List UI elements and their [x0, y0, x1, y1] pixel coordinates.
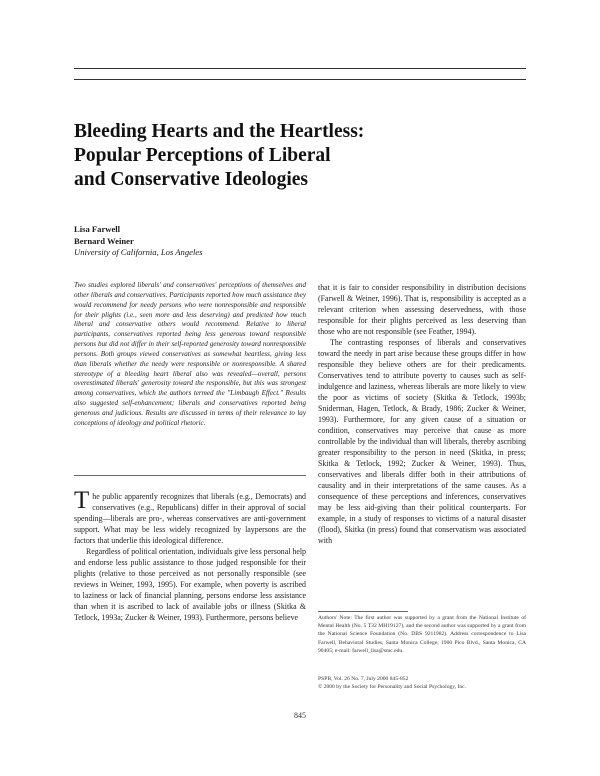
body-column-left [74, 487, 306, 623]
footnote-divider [318, 611, 408, 612]
body-paragraph: that it is fair to consider responsibility in distribution decisions (Farwell & Weiner, 1996). That is, responsibility is accepted as a relevant criterion when assessing deservedness, with those responsible for their plights perceived as less deserving than those who are not responsible (see Feather, 1994). [318, 283, 526, 336]
paragraph-text: he public apparently recognizes that liberals (e.g., Democrats) and conservatives (e.g., Republicans) differ in their approval of social spending—liberals are pro-, whereas conservatives are anti-government support. What may be less widely recognized by laypersons are the factors that underlie this ideological difference. [74, 492, 306, 545]
body-column-right [318, 282, 526, 546]
abstract-divider [74, 475, 306, 476]
drop-cap: T [74, 487, 90, 514]
authors-note: Authors' Note: The first author was supported by a grant from the National Institute of Mental Health (No. 5 T32 MH19127), and the second author was supported by a grant from the National Science Foundation (No. DBS 9211982). Address correspondence to Lisa Farwell, Behavioral Studies, Santa Monica College, 1900 Pico Blvd., Santa Monica, CA 90405; e-mail: farwell_lisa@smc.edu. [318, 615, 526, 654]
header-rule-bottom [74, 79, 526, 80]
body-paragraph: The contrasting responses of liberals and conservatives toward the needy in part arise because these groups differ in how responsible they believe others are for their predicaments. Conservatives tend to attribute poverty to causes such as self-indulgence and laziness, whereas liberals are more likely to view the poor as victims of society (Skitka & Tetlock, 1993b; Sniderman, Hagen, Tetlock, & Brady, 1986; Zucker & Weiner, 1993). Furthermore, for any given cause of a situation or condition, conservatives may perceive that cause as more controllable by the individual than will liberals, thereby ascribing greater responsibility to the person in need (Skitka, in press; Skitka & Tetlock, 1992; Zucker & Weiner, 1993). Thus, conservatives and liberals differ both in their attributions of causality and in their interpretations of the same causes. As a consequence of these perceptions and inferences, conservatives may be less aid-giving than their political counterparts. For example, in a study of responses to victims of a natural disaster (flood), Skitka (in press) found that conservatism was associated with [318, 338, 526, 545]
journal-volume: PSPB, Vol. 26 No. 7, July 2000 845-852 [318, 676, 409, 682]
author-affiliation: University of California, Los Angeles [74, 247, 203, 257]
header-rule-top [74, 68, 526, 69]
body-paragraph [74, 487, 306, 546]
journal-citation [318, 675, 526, 691]
journal-copyright: © 2000 by the Society for Personality and Social Psychology, Inc. [318, 684, 467, 691]
author-block [74, 224, 203, 259]
author-name: Lisa Farwell [74, 224, 121, 234]
title-line: and Conservative Ideologies [74, 169, 308, 190]
article-title [74, 120, 514, 192]
abstract: Two studies explored liberals' and conservatives' perceptions of themselves and other liberals and conservatives. Participants reported how much assistance they would recommend for needy persons who were nonresponsible and responsible for their plights (i.e., seen more and less deserving) and predicted how much liberal and conservative others would recommend. Relative to liberal participants, conservatives reported being less generous toward responsible persons but did not differ in their self-reported generosity toward nonresponsible persons. Both groups viewed conservatives as somewhat heartless, giving less than liberals whether the needy were responsible or nonresponsible. A shared stereotype of a bleeding heart liberal also was revealed—overall, persons overestimated liberals' generosity toward the responsible, but this was strongest among conservatives, which the authors termed the "Limbaugh Effect." Results also suggested self-enhancement; liberals and conservatives reported being generous and judicious. Results are discussed in terms of their relevance to lay conceptions of ideology and political rhetoric. [74, 281, 306, 427]
page-number: 845 [294, 711, 306, 720]
title-line: Popular Perceptions of Liberal [74, 145, 331, 166]
body-paragraph: Regardless of political orientation, individuals give less personal help and endorse less public assistance to those judged responsible for their plights (relative to those perceived as not personally responsible (see reviews in Weiner, 1993, 1995). For example, when poverty is ascribed to laziness or lack of financial planning, persons endorse less assistance than when it is ascribed to lack of available jobs or illness (Skitka & Tetlock, 1993a; Zucker & Weiner, 1993). Furthermore, persons believe [74, 547, 306, 622]
author-name: Bernard Weiner [74, 235, 134, 246]
title-line: Bleeding Hearts and the Heartless: [74, 121, 365, 142]
